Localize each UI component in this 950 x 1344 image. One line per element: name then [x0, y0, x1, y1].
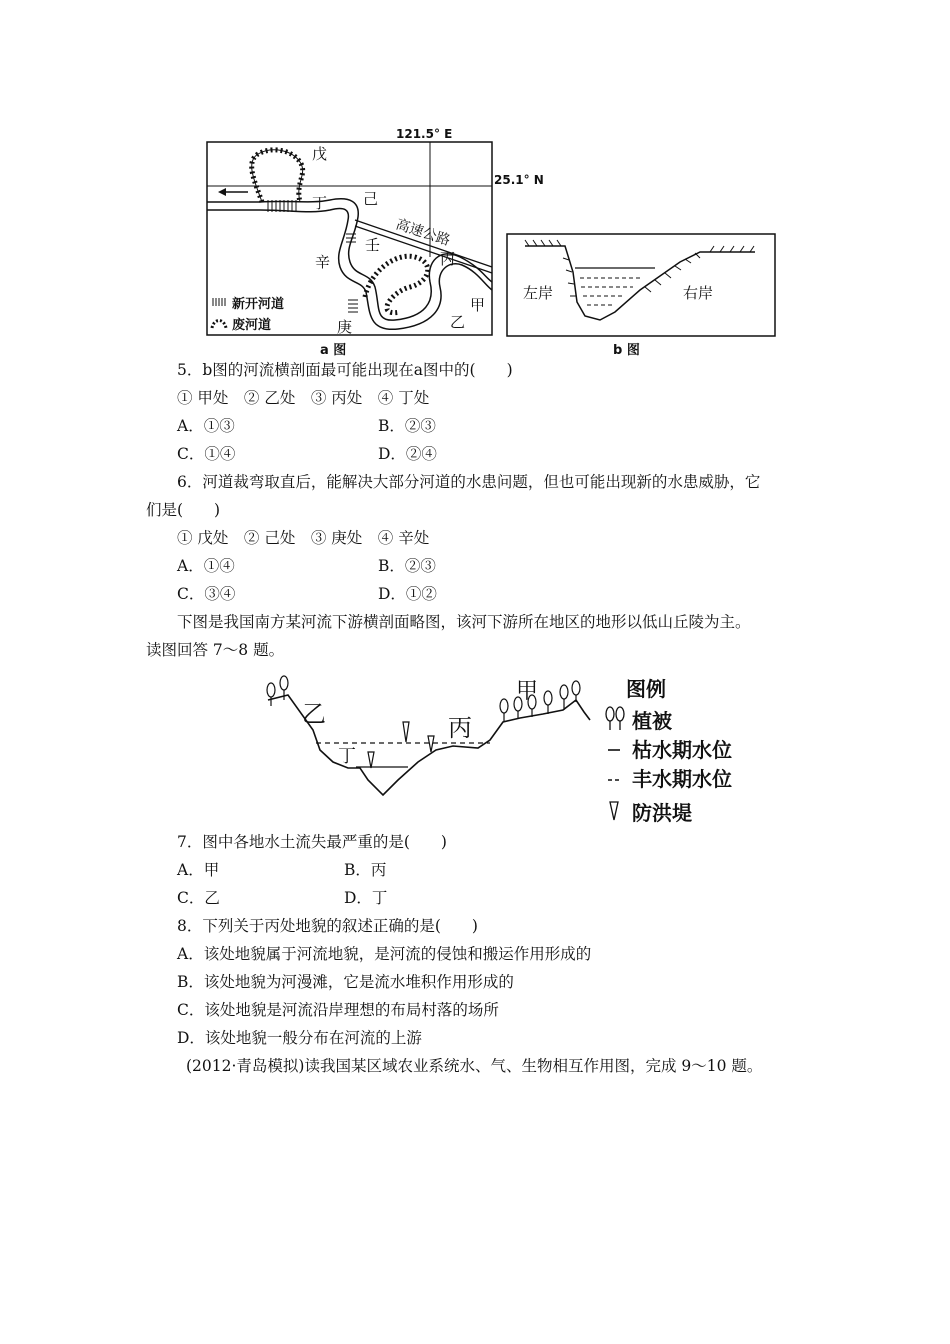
- q6-option-b: B．②③: [378, 557, 436, 575]
- legend-new-channel-label: 新开河道: [232, 297, 285, 312]
- place-yi: 乙: [450, 313, 466, 331]
- q7-option-a: A．甲: [177, 861, 220, 879]
- intro-7-8-line1: 下图是我国南方某河流下游横剖面略图，该河下游所在地区的地形以低山丘陵为主。: [177, 613, 751, 631]
- highway-label: 高速公路: [393, 216, 452, 250]
- q6-option-d: D．①②: [378, 585, 437, 603]
- legend-dry-label: 枯水期水位: [632, 738, 732, 762]
- q5-options: ① 甲处 ② 乙处 ③ 丙处 ④ 丁处: [177, 389, 430, 407]
- legend-levee-label: 防洪堤: [632, 801, 692, 825]
- left-bank-label: 左岸: [523, 284, 554, 302]
- levee-middle: [403, 722, 409, 742]
- q5-option-a: A．①③: [177, 417, 235, 435]
- q8-stem: 8．下列关于丙处地貌的叙述正确的是( ): [177, 917, 478, 935]
- q8-option-a: A．该处地貌属于河流地貌，是河流的侵蚀和搬运作用形成的: [177, 945, 592, 963]
- q7-stem: 7．图中各地水土流失最严重的是( ): [177, 833, 447, 851]
- water-lines: [580, 278, 643, 305]
- longitude-label: 121.5° E: [396, 127, 453, 141]
- q8-option-d: D．该处地貌一般分布在河流的上游: [177, 1029, 422, 1047]
- legend-old-channel-label: 废河道: [232, 318, 272, 333]
- levee-right: [428, 736, 434, 752]
- latitude-label-text: 25.1° N: [494, 173, 544, 187]
- intro-7-8-line2: 读图回答 7～8 题。: [146, 641, 285, 659]
- legend-vegetation-label: 植被: [632, 709, 672, 733]
- river-profile-figure: [258, 670, 738, 832]
- place-ren: 壬: [365, 236, 381, 254]
- flow-arrowhead: [218, 188, 226, 196]
- profile-legend-title: 图例: [626, 677, 666, 701]
- q7-option-d: D．丁: [344, 889, 388, 907]
- section-caption: b 图: [613, 343, 640, 358]
- q8-option-b: B．该处地貌为河漫滩，它是流水堆积作用形成的: [177, 973, 514, 991]
- q6-stem-line1: 6．河道裁弯取直后，能解决大部分河道的水患问题，但也可能出现新的水患威胁，它: [177, 473, 761, 491]
- section-profile: [525, 246, 755, 320]
- q5-option-b: B．②③: [378, 417, 436, 435]
- new-channel-hatch: [268, 200, 358, 312]
- q5-stem: 5．b图的河流横剖面最可能出现在a图中的( ): [177, 361, 513, 379]
- intro-9-10: (2012·青岛模拟)读我国某区域农业系统水、气、生物相互作用图，完成 9～10 题。: [186, 1057, 763, 1075]
- place-geng: 庚: [337, 318, 353, 336]
- place-bing: 丙: [440, 250, 456, 268]
- vegetation-left: [267, 676, 288, 706]
- legend-flood-label: 丰水期水位: [632, 767, 732, 791]
- q5-option-d: D．②④: [378, 445, 437, 463]
- q6-option-c: C．③④: [177, 585, 236, 603]
- profile-label-jia: 甲: [516, 679, 539, 704]
- profile-label-bing: 丙: [448, 714, 472, 742]
- legend-old-channel-symbol: [212, 321, 226, 329]
- profile-label-ding: 丁: [338, 746, 356, 767]
- place-ding: 丁: [312, 194, 328, 212]
- levee-left: [368, 752, 374, 768]
- place-jia: 甲: [470, 296, 486, 314]
- place-wu: 戊: [312, 145, 328, 163]
- legend-vegetation-icon: [606, 707, 624, 730]
- q6-option-a: A．①④: [177, 557, 235, 575]
- legend-levee-icon: [610, 802, 618, 820]
- place-xin: 辛: [315, 253, 331, 271]
- q6-options: ① 戊处 ② 己处 ③ 庚处 ④ 辛处: [177, 529, 430, 547]
- profile-label-yi: 乙: [302, 700, 326, 728]
- place-ji: 己: [363, 190, 379, 208]
- q7-option-c: C．乙: [177, 889, 220, 907]
- right-bank-label: 右岸: [683, 284, 714, 302]
- legend-new-channel-symbol: [213, 298, 225, 306]
- map-caption: a 图: [320, 343, 347, 358]
- q5-option-c: C．①④: [177, 445, 236, 463]
- q6-stem-line2: 们是( ): [146, 501, 221, 519]
- q8-option-c: C．该处地貌是河流沿岸理想的布局村落的场所: [177, 1001, 499, 1019]
- vegetation-right: [500, 681, 580, 722]
- q7-option-b: B．丙: [344, 861, 387, 879]
- river-map-figure: [200, 122, 500, 360]
- river-section-figure: [505, 232, 777, 360]
